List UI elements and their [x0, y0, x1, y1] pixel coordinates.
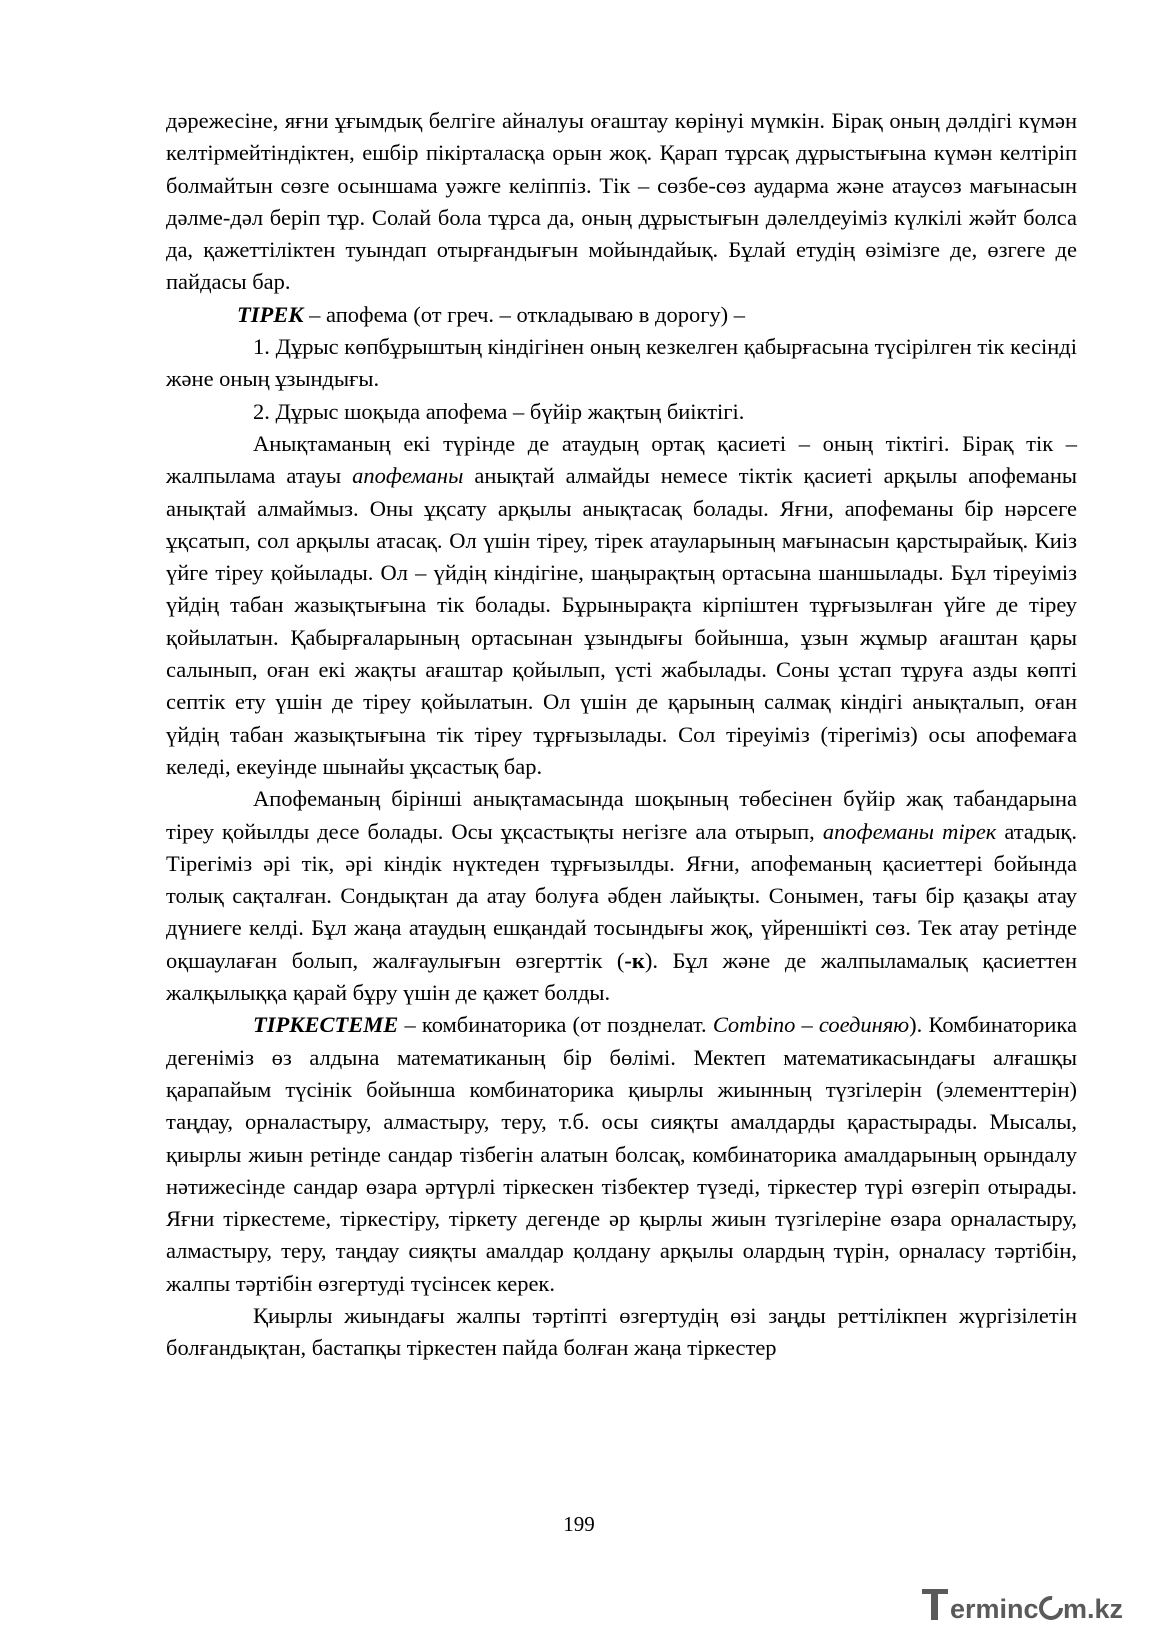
page-number: 199	[563, 1512, 595, 1536]
definition-item-text: 1. Дұрыс көпбұрыштың кіндігінен оның кезкелген қабырғасына түсірілген тік кесінді және оның ұзындығы.	[166, 334, 1077, 392]
paragraph-text: атадық. Тірегіміз әрі тік, әрі кіндік нүктеден тұрғызылды. Яғни, апофеманың қасиеттері бойында толық сақталған. Сондықтан да атау болуға әбден лайықты. Сонымен, тағы бір қазақы атау дүниеге келді. Бұл жаңа атаудың ешқандай тосындығы жоқ, үйреншікті сөз. Тек атау ретінде оқшаулаған болып, жалғаулығын өзгерттік (	[166, 818, 1077, 973]
svg-text:m.kz: m.kz	[1063, 1594, 1124, 1624]
paragraph-text: Апофеманың бірінші анықтамасында шоқының төбесінен бүйір жақ табандарына тіреу қойылды десе болады. Осы ұқсастықты негізге ала отырып,	[166, 786, 1077, 844]
paragraph	[166, 783, 1077, 1009]
definition-item-text: 2. Дұрыс шоқыда апофема – бүйір жақтың биіктігі.	[253, 398, 745, 424]
definition-text: – апофема (от греч. – откладываю в дорогу) –	[303, 301, 746, 327]
paragraph-text: Анықтаманың екі түрінде де атаудың ортақ қасиеті – оның тіктігі. Бірақ тік – жалпылама атауы	[166, 430, 1077, 489]
definition-header-tirkesteme	[166, 1009, 1077, 1300]
paragraph	[166, 428, 1077, 783]
paragraph-text: Қиырлы жиындағы жалпы тәртіпті өзгертудің өзі заңды реттілікпен жүргізілетін болғандықтан, бастапқы тіркестен пайда болған жаңа тіркестер	[166, 1302, 1077, 1361]
definition-text: ). Комбинаторика дегеніміз өз алдына математиканың бір бөлімі. Мектеп математикасындағы алғашқы қарапайым түсінік бойынша комбинаторика қиырлы жиынның түзгілерін (элементтерін) таңдау, орналастыру, алмастыру, теру, т.б. осы сияқты амалдарды қарастырады. Мысалы, қиырлы жиын ретінде сандар тізбегін алатын болсақ, комбинаторика амалдарының орындалу нәтижесінде сандар өзара әртүрлі тіркескен тізбектер түзеді, тіркестер түрі өзгеріп отырады. Яғни тіркестеме, тіркестіру, тіркету дегенде әр қырлы жиын түзгілеріне өзара орналастыру, алмастыру, теру, таңдау сияқты амалдар қолдану арқылы олардың түрін, орналасу тәртібін, жалпы тәртібін өзгертуді түсінсек керек.	[166, 1012, 1077, 1296]
termincom-logo	[920, 1585, 1132, 1625]
italic-term: апофеманы	[352, 463, 464, 489]
document-body	[166, 105, 1077, 1365]
definition-item-1	[166, 331, 1077, 396]
paragraph-text: дәрежесіне, яғни ұғымдық белгіге айналуы оғаштау көрінуі мүмкін. Бірақ оның дәлдігі күмән келтірмейтіндіктен, ешбір пікірталасқа орын жоқ. Қарап тұрсақ дұрыстығына күмән келтіріп болмайтын сөзге осыншама уәжге келіппіз. Тік – сөзбе-сөз аударма және атаусөз мағынасын дәлме-дәл беріп тұр. Солай бола тұрса да, оның дұрыстығын дәлелдеуіміз күлкілі жәйт болса да, қажеттіліктен туындап отырғандығын мойындайық. Бұлай етудің өзімізге де, өзгеге де пайдасы бар.	[166, 108, 1077, 295]
svg-text:erminc: erminc	[950, 1594, 1039, 1624]
paragraph	[166, 1300, 1077, 1365]
paragraph	[166, 105, 1077, 299]
term-tirkesteme: ТІРКЕСТЕМЕ	[253, 1012, 399, 1038]
bold-suffix: -к	[624, 947, 645, 973]
italic-term: апофеманы тірек	[822, 818, 997, 844]
paragraph-text: ). Бұл және де жалпыламалық қасиеттен жалқылыққа қарай бұру үшін де қажет болды.	[166, 947, 1078, 1006]
paragraph-text: анықтай алмайды немесе тіктік қасиеті арқылы апофеманы анықтай алмаймыз. Оны ұқсату арқылы анықтасақ болады. Яғни, апофеманы бір нәрсеге ұқсатып, сол арқылы атасақ. Ол үшін тіреу, тірек атауларының мағынасын қарстырайық. Киіз үйге тіреу қойылады. Ол – үйдің кіндігіне, шаңырақтың ортасына шаншылады. Бұл тіреуіміз үйдің табан жазықтығына тік болады. Бұрынырақта кірпіштен тұрғызылған үйге де тіреу қойылатын. Қабырғаларының ортасынан ұзындығы бойынша, ұзын жұмыр ағаштан қары салынып, оған екі жақты ағаштар қойылып, үсті жабылады. Соны ұстап тұруға азды көпті септік ету үшін де тіреу қойылатын. Ол үшін де қарының салмақ кіндігі анықталып, оған үйдің табан жазықтығына тік тіреу тұрғызылады. Сол тіреуіміз (тірегіміз) осы апофемаға келеді, екеуінде шынайы ұқсастық бар.	[166, 463, 1077, 779]
italic-latin: Combino – соединяю	[712, 1012, 910, 1038]
definition-item-2	[166, 396, 1077, 428]
term-tirek: ТІРЕК	[237, 301, 304, 327]
definition-text: – комбинаторика (от позднелат.	[398, 1012, 713, 1038]
definition-header-tirek	[166, 299, 1077, 331]
